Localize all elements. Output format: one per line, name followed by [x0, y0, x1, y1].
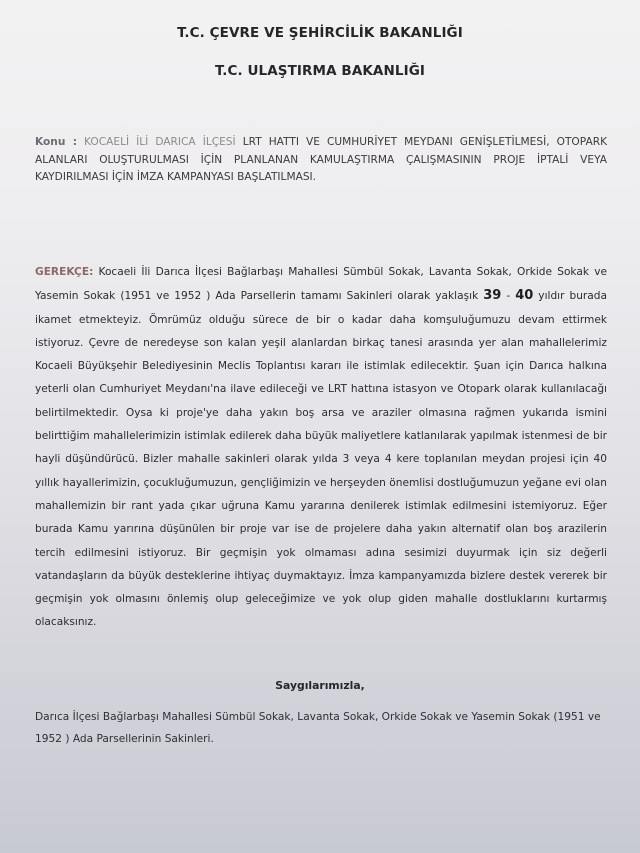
years-separator: -: [501, 290, 516, 303]
closing-salutation: Saygılarımızla,: [275, 679, 365, 692]
subject-text: LRT HATTI VE CUMHURİYET MEYDANI GENİŞLETİLMESİ, OTOPARK ALANLARI OLUŞTURULMASI İÇİN PLANLANAN KAMULAŞTIRMA ÇALIŞMASININ PROJE İPTALİ VEYA KAYDIRILMASI İÇİN İMZA KAMPANYASI BAŞLATILMASI.: [35, 136, 608, 183]
ministry-title-environment: T.C. ÇEVRE VE ŞEHİRCİLİK BAKANLIĞI: [177, 25, 463, 41]
signature-block: Darıca İlçesi Bağlarbaşı Mahallesi Sümbül Sokak, Lavanta Sokak, Orkide Sokak ve Yasemin Sokak (1951 ve 1952 ) Ada Parsellerinin Sakinleri.: [35, 711, 601, 745]
subject-location: KOCAELİ İLİ DARICA İLÇESİ: [84, 136, 236, 148]
ministry-title-transport: T.C. ULAŞTIRMA BAKANLIĞI: [214, 63, 426, 79]
subject-label: Konu :: [35, 136, 77, 148]
justification-text-rest: yıldır burada ikamet etmekteyiz. Ömrümüz olduğu sürece de bir o kadar daha komşuluğumuzu devam ettirmek istiyoruz. Çevre de neredeyse son kalan yeşil alanlardan birkaç tanesi arasında yer alan mahallelerimiz Kocaeli Büyükşehir Belediyesinin Meclis Toplantısı kararı ile istimlak edilecektir. Şuan için Darıca halkına yeterli olan Cumhuriyet Meydanı'na ilave edileceği ve LRT hattına istasyon ve Otopark olarak kullanılacağı belirtilmektedir. Oysa ki proje'ye daha yakın boş arsa ve araziler olmasına rağmen yukarıda ismini belirttiğim mahallelerimizin istimlak edilerek daha büyük maliyetlere katlanılarak yapılmak istenmesi de bir hayli düşündürücü. Bizler mahalle sakinleri olarak yılda 3 veya 4 kere toplanılan meydan projesi için 40 yıllık hayallerimizin, çocukluğumuzun, gençliğimizin ve herşeyden önemlisi dostluğumuzun yeğane evi olan mahallemizin bir rant yada çıkar uğruna Kamu yararına denilerek istimlak edilmesini istemiyoruz. Eğer burada Kamu yarırına düşünülen bir proje var ise de projelere daha yakın alternatif olan boş arazilerin tercih edilmesini istiyoruz. Bir geçmişin yok olmaması adına sesimizi duyurmak için siz değerli vatandaşların da büyük desteklerine ihtiyaç duymaktayız. İmza kampanyamızda bizlere destek vererek bir geçmişin yok olmasını önlemiş olup geleceğimize ve yok olup giden mahalle dostluklarını kurtarmış olacaksınız.: [35, 290, 607, 629]
justification-text-start: Kocaeli İli Darıca İlçesi Bağlarbaşı Mahallesi Sümbül Sokak, Lavanta Sokak, Orkide Sokak ve Yasemin Sokak (1951 ve 1952 ) Ada Parsellerin tamamı Sakinleri olarak yaklaşık: [35, 266, 607, 303]
subject-paragraph: [35, 134, 607, 187]
handwritten-years-to: 40: [515, 288, 534, 304]
justification-label: GEREKÇE:: [35, 266, 94, 278]
justification-paragraph: [35, 261, 607, 635]
handwritten-years-from: 39: [483, 288, 502, 304]
